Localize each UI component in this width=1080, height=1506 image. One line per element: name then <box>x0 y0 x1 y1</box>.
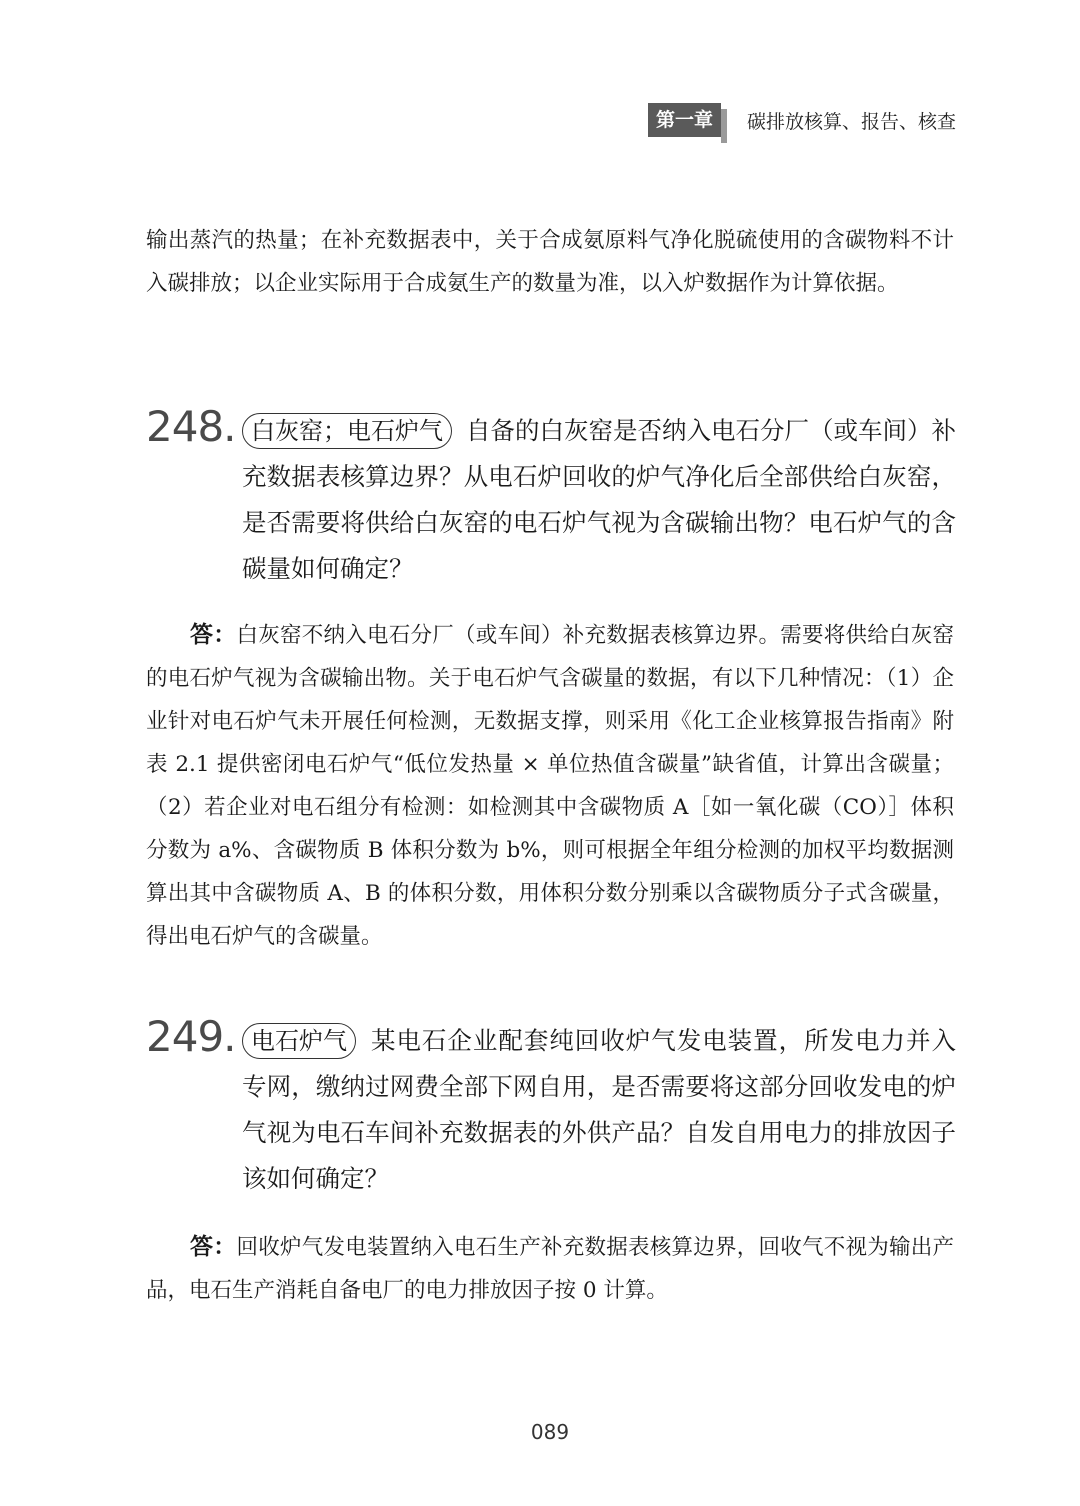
chapter-title: 碳排放核算、报告、核查 <box>747 110 957 133</box>
question-248 <box>146 402 956 592</box>
answer-text: 白灰窑不纳入电石分厂（或车间）补充数据表核算边界。需要将供给白灰窑的电石炉气视为含碳输出物。关于电石炉气含碳量的数据，有以下几种情况：（1）企业针对电石炉气未开展任何检测，无数据支撑，则采用《化工企业核算报告指南》附表 2.1 提供密闭电石炉气“低位发热量 × 单位热值含碳量”缺省值，计算出含碳量；（2）若企业对电石组分有检测：如检测其中含碳物质 A［如一氧化碳（CO）］体积分数为 a%、含碳物质 B 体积分数为 b%，则可根据全年组分检测的加权平均数据测算出其中含碳物质 A、B 的体积分数，用体积分数分别乘以含碳物质分子式含碳量，得出电石炉气的含碳量。 <box>146 623 954 949</box>
question-text-block <box>242 1018 956 1202</box>
topic-tag: 白灰窑；电石炉气 <box>242 413 452 449</box>
question-number: 249. <box>146 1012 236 1061</box>
chapter-label: 第一章 <box>648 103 721 137</box>
question-249 <box>146 1012 956 1202</box>
answer-text: 回收炉气发电装置纳入电石生产补充数据表核算边界，回收气不视为输出产品，电石生产消耗自备电厂的电力排放因子按 0 计算。 <box>146 1235 954 1303</box>
answer-249 <box>146 1226 954 1312</box>
answer-248 <box>146 614 954 958</box>
page-number: 089 <box>530 1420 570 1444</box>
intro-paragraph: 输出蒸汽的热量；在补充数据表中，关于合成氨原料气净化脱硫使用的含碳物料不计入碳排放；以企业实际用于合成氨生产的数量为准，以入炉数据作为计算依据。 <box>146 228 954 296</box>
topic-tag: 电石炉气 <box>242 1023 356 1059</box>
question-text-block <box>242 408 956 592</box>
running-header <box>648 102 956 138</box>
answer-label: 答： <box>190 622 237 648</box>
question-text: 某电石企业配套纯回收炉气发电装置，所发电力并入专网，缴纳过网费全部下网自用，是否需要将这部分回收发电的炉气视为电石车间补充数据表的外供产品？自发自用电力的排放因子该如何确定？ <box>242 1026 956 1193</box>
question-number: 248. <box>146 402 236 451</box>
question-text: 自备的白灰窑是否纳入电石分厂（或车间）补充数据表核算边界？从电石炉回收的炉气净化后全部供给白灰窑，是否需要将供给白灰窑的电石炉气视为含碳输出物？电石炉气的含碳量如何确定？ <box>242 416 956 583</box>
answer-label: 答： <box>190 1234 237 1260</box>
